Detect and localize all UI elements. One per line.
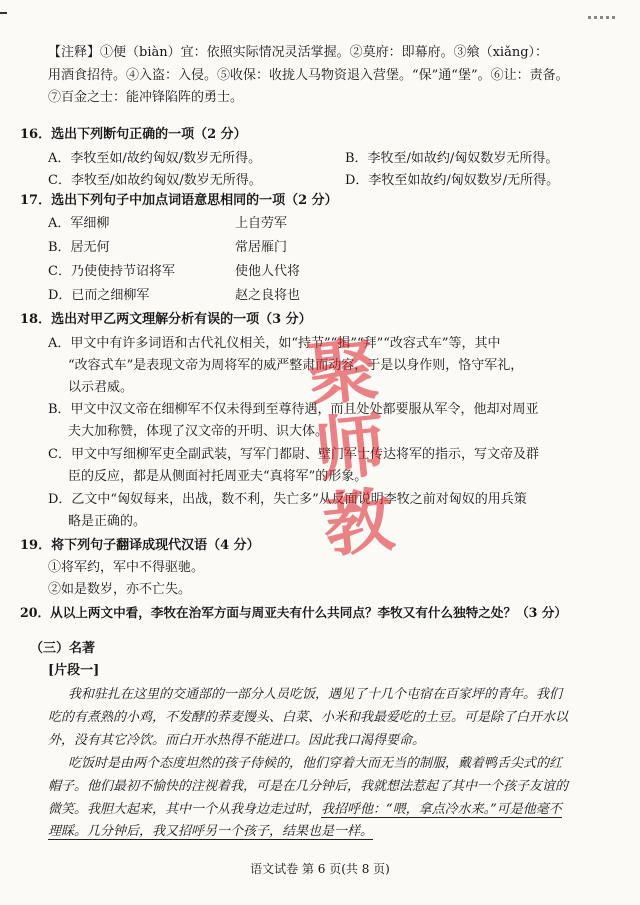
q17-option-d-left: D．已而之细柳军	[48, 288, 150, 303]
excerpt-1-underlined-text: 我招呼他：“喂，拿点冷水来。”可是他毫不	[321, 802, 562, 817]
q19-stem: 19．将下列句子翻译成现代汉语（4 分）	[20, 538, 260, 553]
excerpt-1-label: [片段一]	[48, 663, 100, 678]
excerpt-1-line-7	[48, 823, 373, 841]
q17-option-b-left: B．居无何	[48, 240, 110, 255]
watermark-text: 聚 师 教	[303, 326, 398, 568]
corner-mark	[0, 12, 7, 14]
q18-option-b-line-1: B．甲文中汉文帝在细柳军不仅未得到至尊待遇，而且处处都要服从军令，他却对周亚	[48, 402, 539, 417]
q19-sentence-2: ②如是数岁，亦不亡失。	[48, 582, 192, 597]
q17-option-d-right: 赵之良将也	[235, 288, 301, 303]
excerpt-1-line-6-plain: 微笑。我胆大起来，其中一个从我身边走过时，	[48, 802, 322, 817]
q18-option-a-line-3: 以示君威。	[68, 380, 134, 395]
excerpt-1-line-6	[48, 801, 562, 819]
page-footer: 语文试卷 第 6 页(共 8 页)	[250, 862, 390, 876]
notes-line-1: 【注释】①便（biàn）宜：依照实际情况灵活掌握。②莫府：即幕府。③飨（xiǎng）：	[48, 45, 549, 60]
q17-option-a-left: A．军细柳	[48, 216, 110, 231]
q18-option-d-line-1: D．乙文中“匈奴每来，出战，数不利，失亡多”从反面说明李牧之前对匈奴的用兵策	[48, 492, 527, 507]
q16-option-d: D．李牧至如故约/匈奴数岁/无所得。	[345, 173, 560, 188]
q16-stem: 16．选出下列断句正确的一项（2 分）	[20, 127, 247, 142]
q18-option-d-line-2: 略是正确的。	[68, 514, 147, 529]
q17-option-c-right: 使他人代将	[235, 264, 301, 279]
excerpt-1-line-4: 吃饭时是由两个态度坦然的孩子侍候的，他们穿着大而无当的制服，戴着鸭舌尖式的红	[68, 756, 563, 771]
q17-option-a-right: 上自劳军	[235, 216, 288, 231]
q17-option-c-left: C．乃使使持节诏将军	[48, 264, 175, 279]
q18-option-a-line-2: “改容式车”是表现文帝为周将军的威严整肃而动容，于是以身作则，恪守军礼，	[68, 358, 524, 373]
top-dotted-mark	[588, 16, 616, 19]
excerpt-1-line-3: 外，没有其它冷饮。而白开水热得不能进口。因此我口渴得要命。	[48, 733, 426, 748]
q18-option-c-line-2: 臣的反应，都是从侧面衬托周亚夫“真将军”的形象。	[68, 469, 368, 484]
q20-stem: 20．从以上两文中看，李牧在治军方面与周亚夫有什么共同点？李牧又有什么独特之处？（3 分）	[20, 605, 568, 620]
excerpt-1-line-2: 吃的有煮熟的小鸡，不发酵的荞麦馒头、白菜、小米和我最爱吃的土豆。可是除了白开水以	[48, 710, 569, 725]
q16-option-c: C．李牧至/如故约匈奴/数岁无所得。	[48, 173, 262, 188]
section-3-heading: （三）名著	[30, 641, 96, 656]
q17-stem: 17．选出下列句子中加点词语意思相同的一项（2 分）	[20, 193, 338, 208]
q16-option-a: A．李牧至如/故约匈奴/数岁无所得。	[48, 151, 262, 166]
excerpt-1-line-1: 我和驻扎在这里的交通部的一部分人员吃饭，遇见了十几个屯宿在百家坪的青年。我们	[68, 687, 563, 702]
notes-line-3: ⑦百金之士：能冲锋陷阵的勇士。	[48, 90, 244, 105]
q16-option-b: B．李牧至/如故约/匈奴数岁无所得。	[345, 151, 559, 166]
q18-stem: 18．选出对甲乙两文理解分析有误的一项（3 分）	[20, 312, 312, 327]
q18-option-a-line-1: A．甲文中有许多词语和古代礼仪相关，如“持节”“揖”“拜”“改容式车”等，其中	[48, 336, 501, 351]
q19-sentence-1: ①将军约，军中不得驱驰。	[48, 560, 205, 575]
notes-line-2: 用酒食招待。④入盗：入侵。⑤收保：收拢人马物资退入营堡。“保”通“堡”。⑥让：责备。	[48, 68, 569, 83]
q18-option-b-line-2: 夫大加称赞，体现了汉文帝的开明、识大体。	[68, 424, 329, 439]
excerpt-1-line-5: 帽子。他们最初不愉快的注视着我，可是在几分钟后，我就想法惹起了其中一个孩子友谊的	[48, 779, 569, 794]
q18-option-c-line-1: C．甲文中写细柳军吏全副武装，写军门都尉、壁门军士传达将军的指示，写文帝及群	[48, 447, 539, 462]
excerpt-1-underlined-text-2: 理睬。几分钟后，我又招呼另一个孩子，结果也是一样。	[48, 824, 374, 839]
q17-option-b-right: 常居雁门	[235, 240, 288, 255]
